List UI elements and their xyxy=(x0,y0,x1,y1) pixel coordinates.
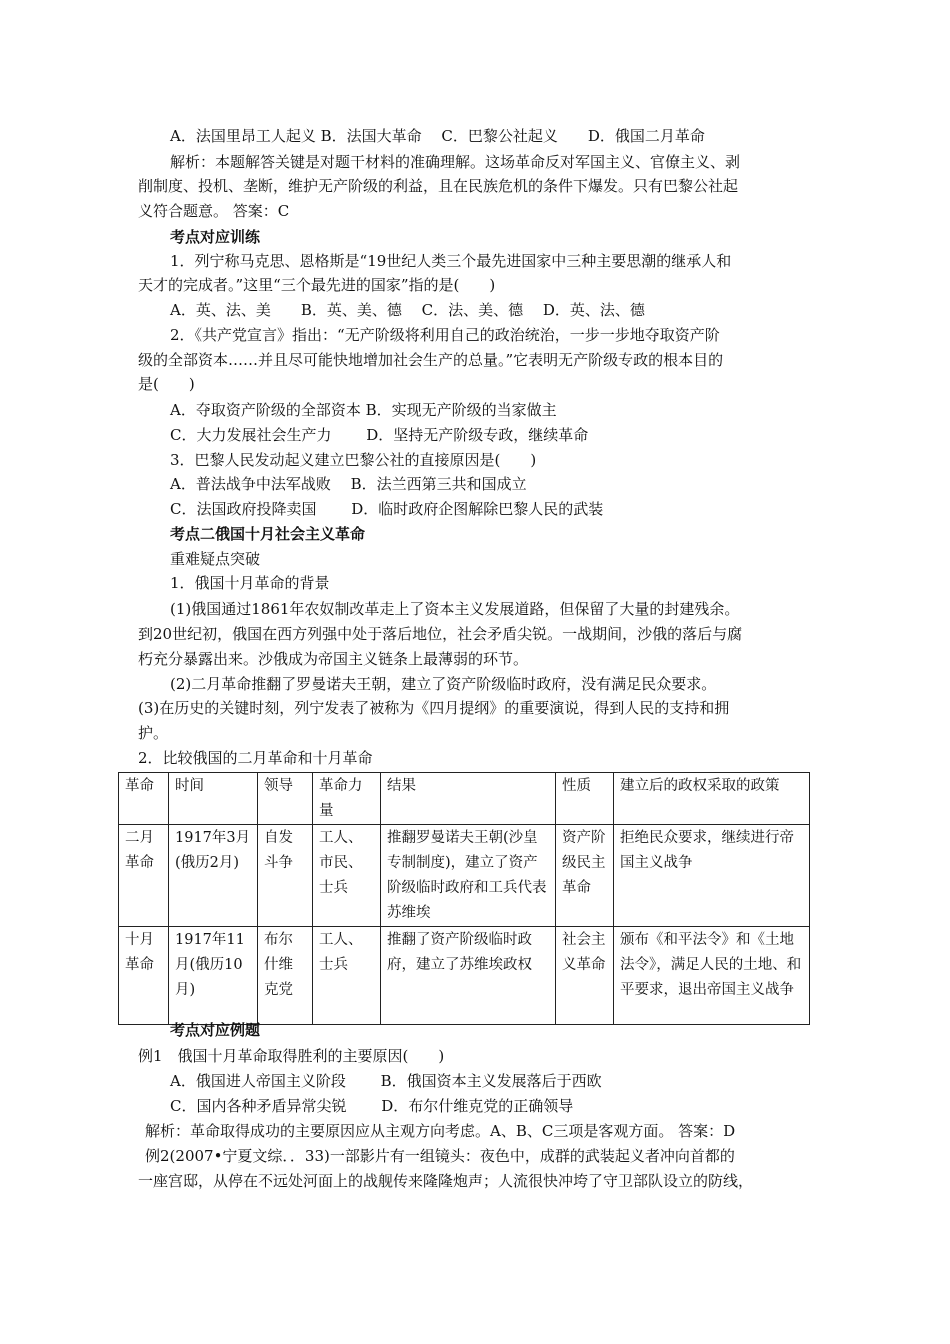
training-q2-options-cd: C．大力发展社会生产力 D．坚持无产阶级专政，继续革命 xyxy=(170,426,589,444)
example-1-options-ab: A．俄国进人帝国主义阶段 B．俄国资本主义发展落后于西欧 xyxy=(170,1072,602,1090)
table-cell: 颁布《和平法令》和《土地法令》，满足人民的土地、和平要求，退出帝国主义战争 xyxy=(614,927,810,1025)
table-cell: 布尔什维克党 xyxy=(258,927,313,1025)
table-cell: 二月革命 xyxy=(119,825,169,927)
training-q2-line-2: 级的全部资本……并且尽可能快地增加社会生产的总量。”它表明无产阶级专政的根本目的 xyxy=(138,351,724,369)
training-q2-options-ab: A．夺取资产阶级的全部资本 B．实现无产阶级的当家做主 xyxy=(170,401,557,419)
training-heading: 考点对应训练 xyxy=(170,228,261,246)
training-q2-line-3: 是( ) xyxy=(138,375,195,393)
table-row xyxy=(119,825,810,927)
training-q1-line-2: 天才的完成者。”这里“三个最先进的国家”指的是( ) xyxy=(138,276,496,294)
header-cell: 结果 xyxy=(381,773,556,825)
background-title: 1．俄国十月革命的背景 xyxy=(170,574,330,592)
training-q3-options-ab: A．普法战争中法军战败 B．法兰西第三共和国成立 xyxy=(170,475,527,493)
table-cell: 工人、士兵 xyxy=(313,927,381,1025)
examples-heading: 考点对应例题 xyxy=(170,1021,261,1039)
analysis-line-3: 义符合题意。 答案：C xyxy=(138,202,290,220)
table-cell: 十月革命 xyxy=(119,927,169,1025)
table-cell: 1917年11月(俄历10月) xyxy=(169,927,258,1025)
training-q3: 3．巴黎人民发动起义建立巴黎公社的直接原因是( ) xyxy=(170,451,537,469)
training-q1-options: A．英、法、美 B．英、美、德 C．法、美、德 D．英、法、德 xyxy=(170,301,645,319)
header-cell: 领导 xyxy=(258,773,313,825)
header-cell: 革命力量 xyxy=(313,773,381,825)
table-cell: 资产阶级民主革命 xyxy=(556,825,614,927)
training-q3-options-cd: C．法国政府投降卖国 D．临时政府企图解除巴黎人民的武装 xyxy=(170,500,604,518)
header-cell: 建立后的政权采取的政策 xyxy=(614,773,810,825)
analysis-line-1: 解析：本题解答关键是对题干材料的准确理解。这场革命反对军国主义、官僚主义、剥 xyxy=(170,153,741,171)
table-cell: 推翻罗曼诺夫王朝(沙皇专制制度)，建立了资产阶级临时政府和工兵代表苏维埃 xyxy=(381,825,556,927)
background-1-line-3: 朽充分暴露出来。沙俄成为帝国主义链条上最薄弱的环节。 xyxy=(138,650,529,668)
comparison-table xyxy=(118,772,810,1025)
table-header-row xyxy=(119,773,810,825)
header-cell: 革命 xyxy=(119,773,169,825)
example-2-line-2: 一座宫邸，从停在不远处河面上的战舰传来隆隆炮声；人流很快冲垮了守卫部队设立的防线， xyxy=(138,1172,754,1190)
example-1-options-cd: C．国内各种矛盾异常尖锐 D．布尔什维克党的正确领导 xyxy=(170,1097,574,1115)
compare-title: 2．比较俄国的二月革命和十月革命 xyxy=(138,749,373,767)
table-row xyxy=(119,927,810,1025)
difficulty-heading: 重难疑点突破 xyxy=(170,550,261,568)
background-3-line-1: (3)在历史的关键时刻，列宁发表了被称为《四月提纲》的重要演说，得到人民的支持和拥 xyxy=(138,699,730,717)
table-cell: 拒绝民众要求，继续进行帝国主义战争 xyxy=(614,825,810,927)
table-cell: 社会主义革命 xyxy=(556,927,614,1025)
background-1-line-1: (1)俄国通过1861年农奴制改革走上了资本主义发展道路，但保留了大量的封建残余。 xyxy=(170,600,740,618)
training-q2-line-1: 2．《共产党宣言》指出：“无产阶级将利用自己的政治统治，一步一步地夺取资产阶 xyxy=(170,326,720,344)
header-cell: 性质 xyxy=(556,773,614,825)
table-cell: 1917年3月(俄历2月) xyxy=(169,825,258,927)
background-2: (2)二月革命推翻了罗曼诺夫王朝，建立了资产阶级临时政府，没有满足民众要求。 xyxy=(170,675,717,693)
example-1-analysis: 解析：革命取得成功的主要原因应从主观方向考虑。A、B、C三项是客观方面。 答案：D xyxy=(145,1122,736,1140)
background-3-line-2: 护。 xyxy=(138,724,169,742)
example-1: 例1 俄国十月革命取得胜利的主要原因( ) xyxy=(138,1047,445,1065)
background-1-line-2: 到20世纪初，俄国在西方列强中处于落后地位，社会矛盾尖锐。一战期间，沙俄的落后与腐 xyxy=(138,625,743,643)
question-options: A．法国里昂工人起义 B．法国大革命 C．巴黎公社起义 D．俄国二月革命 xyxy=(170,127,705,145)
section2-heading: 考点二俄国十月社会主义革命 xyxy=(170,525,366,543)
training-q1-line-1: 1．列宁称马克思、恩格斯是“19世纪人类三个最先进国家中三种主要思潮的继承人和 xyxy=(170,252,732,270)
analysis-line-2: 削制度、投机、垄断，维护无产阶级的利益，且在民族危机的条件下爆发。只有巴黎公社起 xyxy=(138,177,739,195)
table-cell: 自发斗争 xyxy=(258,825,313,927)
header-cell: 时间 xyxy=(169,773,258,825)
example-2-line-1: 例2(2007•宁夏文综．．33)一部影片有一组镜头：夜色中，成群的武装起义者冲向首都的 xyxy=(145,1147,735,1165)
table-cell: 推翻了资产阶级临时政府，建立了苏维埃政权 xyxy=(381,927,556,1025)
table-cell: 工人、市民、士兵 xyxy=(313,825,381,927)
